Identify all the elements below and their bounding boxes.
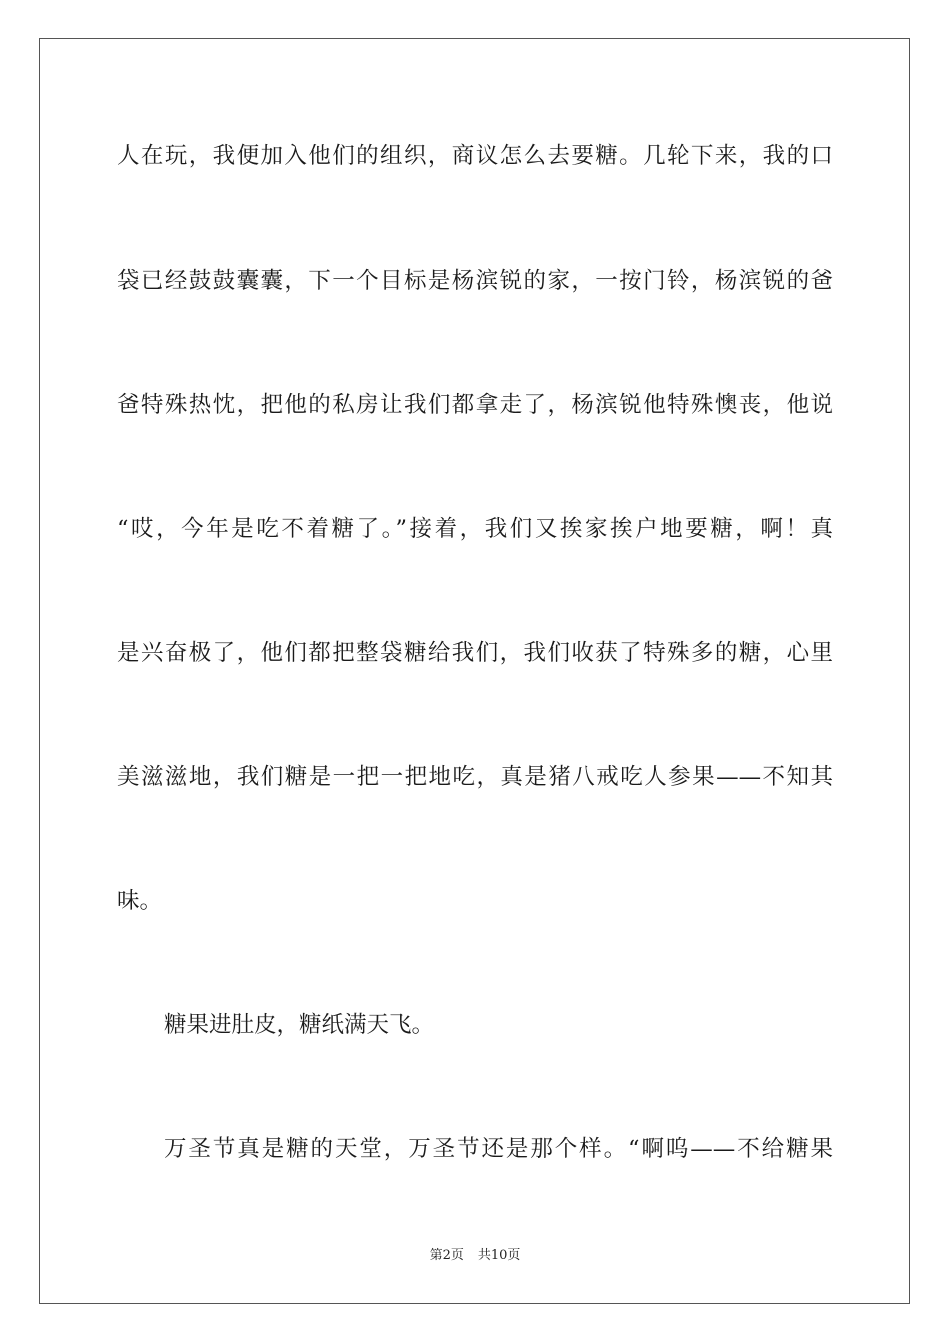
paragraph-line: 袋已经鼓鼓囊囊，下一个目标是杨滨锐的家，一按门铃，杨滨锐的爸 xyxy=(117,268,833,294)
paragraph-line: 万圣节真是糖的天堂，万圣节还是那个样。“啊呜——不给糖果 xyxy=(164,1136,833,1162)
page-border xyxy=(39,38,910,1304)
paragraph-line: 爸特殊热忱，把他的私房让我们都拿走了，杨滨锐他特殊懊丧，他说 xyxy=(117,392,833,418)
paragraph-line: 味。 xyxy=(117,888,163,914)
page-total: 共10页 xyxy=(477,1248,521,1263)
paragraph-line: 是兴奋极了，他们都把整袋糖给我们，我们收获了特殊多的糖，心里 xyxy=(117,640,833,666)
paragraph-line: 人在玩，我便加入他们的组织，商议怎么去要糖。几轮下来，我的口 xyxy=(117,143,833,169)
paragraph-line: “哎，今年是吃不着糖了。”接着，我们又挨家挨户地要糖，啊！真 xyxy=(117,516,833,542)
paragraph-line: 糖果进肚皮，糖纸满天飞。 xyxy=(164,1012,435,1038)
page-footer xyxy=(0,1247,950,1265)
page-number: 第2页 xyxy=(429,1248,464,1263)
paragraph-line: 美滋滋地，我们糖是一把一把地吃，真是猪八戒吃人参果——不知其 xyxy=(117,764,833,790)
